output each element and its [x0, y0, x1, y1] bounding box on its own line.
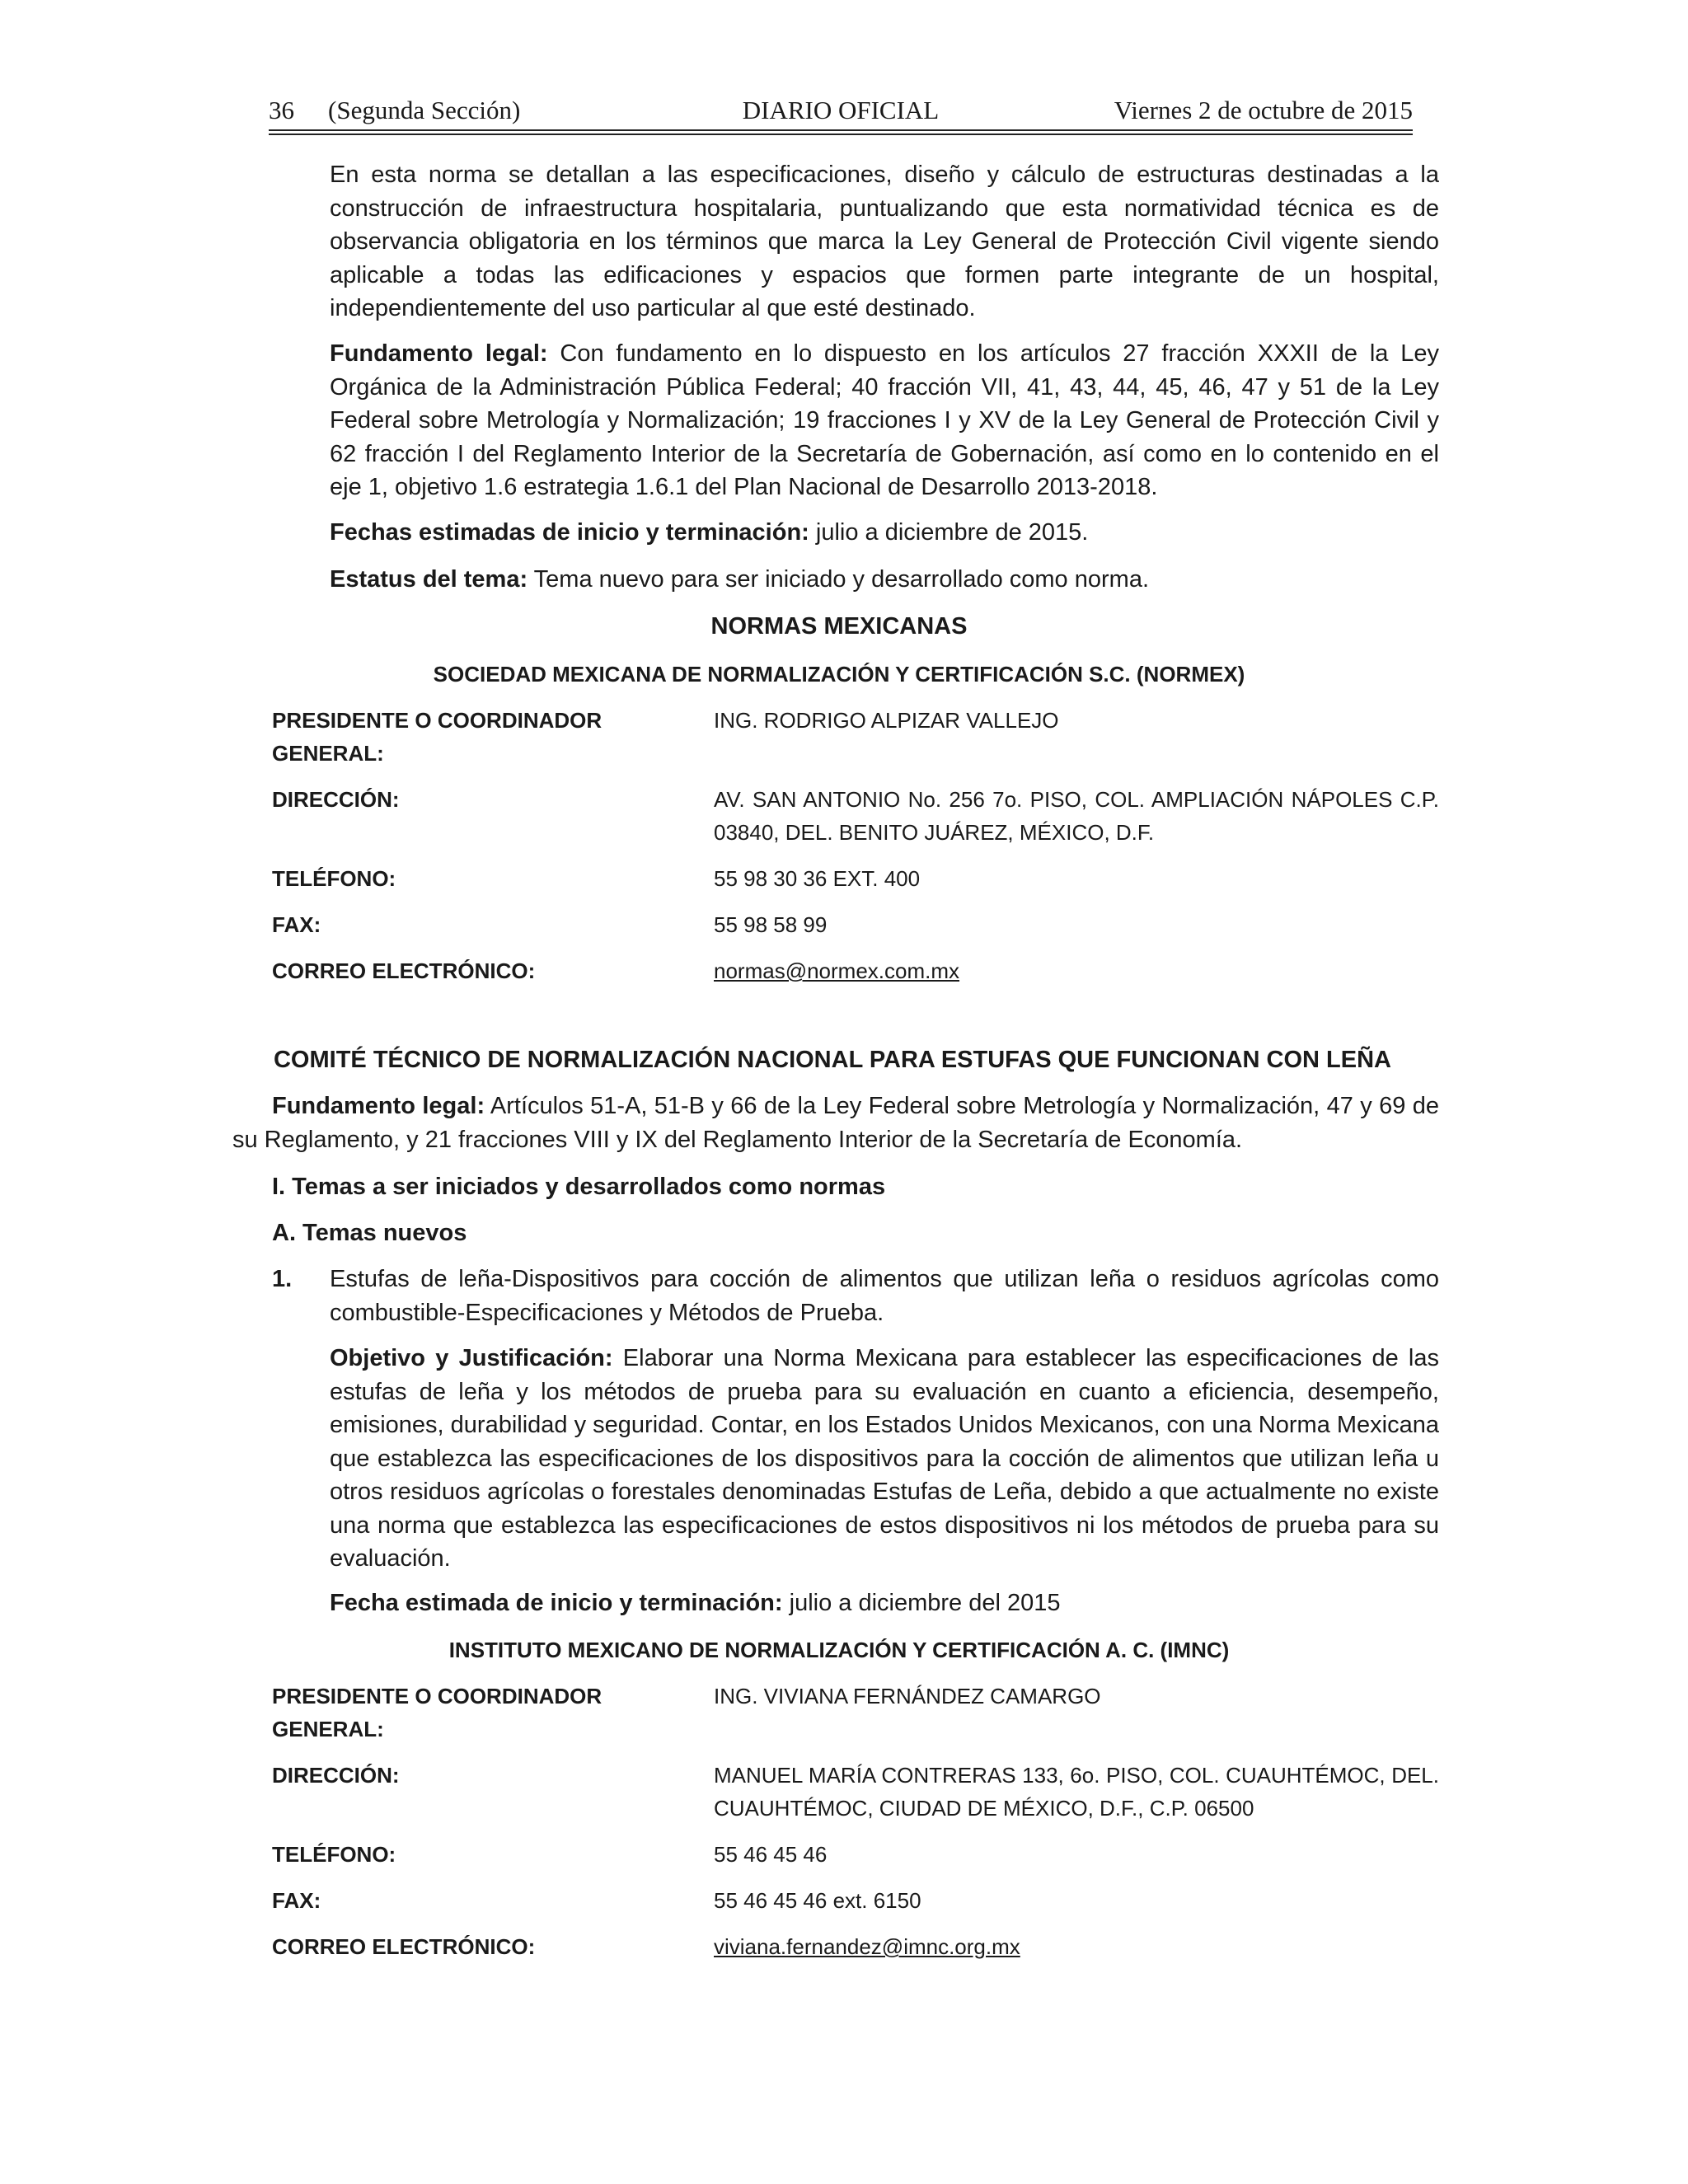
normex-email-link[interactable]: normas@normex.com.mx: [714, 958, 960, 983]
imnc-fax-label: FAX:: [272, 1888, 321, 1913]
item-number: 1.: [272, 1266, 293, 1292]
fundamento-text: Con fundamento en lo dispuesto en los artículos 27 fracción XXXII de la Ley Orgánica de la Administración Pública Federal; 40 fracción VII, 41, 43, 44, 45, 46, 47 y 51 de la Ley Federal sobre Metrología y Normalización; 19 fracciones I y XV de la Ley General de Protección Civil y 62 fracción I del Reglamento Interior de la Secretaría de Gobernación, así como en lo contenido en el eje 1, objetivo 1.6 estrategia 1.6.1 del Plan Nacional de Desarrollo 2013-2018.: [330, 340, 1439, 500]
estatus-label: Estatus del tema:: [330, 566, 528, 593]
normex-correo-label: CORREO ELECTRÓNICO:: [272, 958, 536, 983]
imnc-presidente-value: ING. VIVIANA FERNÁNDEZ CAMARGO: [714, 1684, 1101, 1708]
imnc-fax-value: 55 46 45 46 ext. 6150: [714, 1888, 921, 1913]
header-rule: [269, 129, 1413, 131]
estatus-text: Tema nuevo para ser iniciado y desarrollado como norma.: [528, 566, 1149, 593]
publication-title: DIARIO OFICIAL: [742, 96, 940, 124]
imnc-direccion-value: MANUEL MARÍA CONTRERAS 133, 6o. PISO, COL. CUAUHTÉMOC, DEL. CUAUHTÉMOC, CIUDAD DE MÉXICO, D.F., C.P. 06500: [714, 1763, 1439, 1821]
objetivo-text: Elaborar una Norma Mexicana para establecer las especificaciones de las estufas de leña y los métodos de prueba para su evaluación en cuanto a eficiencia, desempeño, emisiones, durabilidad y seguridad. Contar, en los Estados Unidos Mexicanos, con una Norma Mexicana que establezca las especificaciones de los dispositivos para la cocción de alimentos que utilizan leña u otros residuos agrícolas o forestales denominadas Estufas de Leña, debido a que actualmente no existe una norma que establezca las especificaciones de estos dispositivos ni los métodos de prueba para su evaluación.: [330, 1345, 1440, 1572]
normex-direccion-label: DIRECCIÓN:: [272, 787, 400, 812]
section-i-heading: I. Temas a ser iniciados y desarrollados como normas: [272, 1174, 886, 1200]
imnc-title: INSTITUTO MEXICANO DE NORMALIZACIÓN Y CERTIFICACIÓN A. C. (IMNC): [448, 1638, 1230, 1662]
normex-telefono-label: TELÉFONO:: [272, 866, 396, 891]
section-a-heading: A. Temas nuevos: [272, 1220, 467, 1246]
normex-correo-cell: [714, 954, 1439, 987]
section-label: (Segunda Sección): [328, 96, 521, 124]
imnc-correo-label: CORREO ELECTRÓNICO:: [272, 1934, 536, 1959]
header-rule-double: [269, 134, 1413, 135]
issue-date: Viernes 2 de octubre de 2015: [1114, 96, 1413, 124]
normex-telefono-value: 55 98 30 36 EXT. 400: [714, 866, 921, 891]
comite-fundamento-label: Fundamento legal:: [272, 1093, 485, 1119]
fecha-text: julio a diciembre del 2015: [782, 1590, 1061, 1616]
fechas-paragraph: [330, 516, 1439, 550]
imnc-telefono-label: TELÉFONO:: [272, 1842, 396, 1867]
comite-title: COMITÉ TÉCNICO DE NORMALIZACIÓN NACIONAL PARA ESTUFAS QUE FUNCIONAN CON LEÑA: [273, 1047, 1392, 1073]
estatus-paragraph: [330, 563, 1439, 597]
intro-description: En esta norma se detallan a las especificaciones, diseño y cálculo de estructuras destinadas a la construcción de infraestructura hospitalaria, puntualizando que esta normatividad técnica es de observancia obligatoria en los términos que marca la Ley General de Protección Civil vigente siendo aplicable a todas las edificaciones y espacios que formen parte integrante de un hospital, independientemente del uso particular al que esté destinado.: [330, 162, 1439, 321]
normex-presidente-value: ING. RODRIGO ALPIZAR VALLEJO: [714, 708, 1059, 733]
comite-fundamento-text: Artículos 51-A, 51-B y 66 de la Ley Federal sobre Metrología y Normalización, 47 y 69 de su Reglamento, y 21 fracciones VIII y IX del Reglamento Interior de la Secretaría de Economía.: [232, 1093, 1439, 1153]
imnc-correo-cell: [714, 1930, 1439, 1963]
objetivo-label: Objetivo y Justificación:: [330, 1345, 613, 1371]
normex-title: SOCIEDAD MEXICANA DE NORMALIZACIÓN Y CERTIFICACIÓN S.C. (NORMEX): [433, 662, 1245, 687]
page-number: 36: [269, 96, 294, 124]
fundamento-paragraph: [330, 337, 1439, 504]
comite-fundamento-paragraph: [232, 1090, 1439, 1156]
fecha-label: Fecha estimada de inicio y terminación:: [330, 1590, 783, 1616]
normex-presidente-label: PRESIDENTE O COORDINADOR GENERAL:: [272, 708, 603, 766]
imnc-presidente-label: PRESIDENTE O COORDINADOR GENERAL:: [272, 1684, 603, 1741]
imnc-telefono-value: 55 46 45 46: [714, 1842, 828, 1867]
fechas-label: Fechas estimadas de inicio y terminación:: [330, 519, 809, 546]
imnc-direccion-label: DIRECCIÓN:: [272, 1763, 400, 1788]
fecha-paragraph: [330, 1586, 1439, 1620]
fechas-text: julio a diciembre de 2015.: [809, 519, 1089, 546]
normex-fax-label: FAX:: [272, 912, 321, 937]
normex-direccion-value: AV. SAN ANTONIO No. 256 7o. PISO, COL. AMPLIACIÓN NÁPOLES C.P. 03840, DEL. BENITO JUÁREZ, MÉXICO, D.F.: [714, 787, 1439, 845]
objetivo-paragraph: [330, 1342, 1439, 1576]
item-text: Estufas de leña-Dispositivos para cocción de alimentos que utilizan leña o residuos agrícolas como combustible-Especificaciones y Métodos de Prueba.: [330, 1266, 1439, 1326]
normex-fax-value: 55 98 58 99: [714, 912, 828, 937]
fundamento-label: Fundamento legal:: [330, 340, 548, 367]
running-header: [269, 92, 1413, 129]
normas-heading: NORMAS MEXICANAS: [710, 613, 968, 640]
intro-paragraph: [330, 158, 1439, 326]
imnc-email-link[interactable]: viviana.fernandez@imnc.org.mx: [714, 1934, 1020, 1959]
